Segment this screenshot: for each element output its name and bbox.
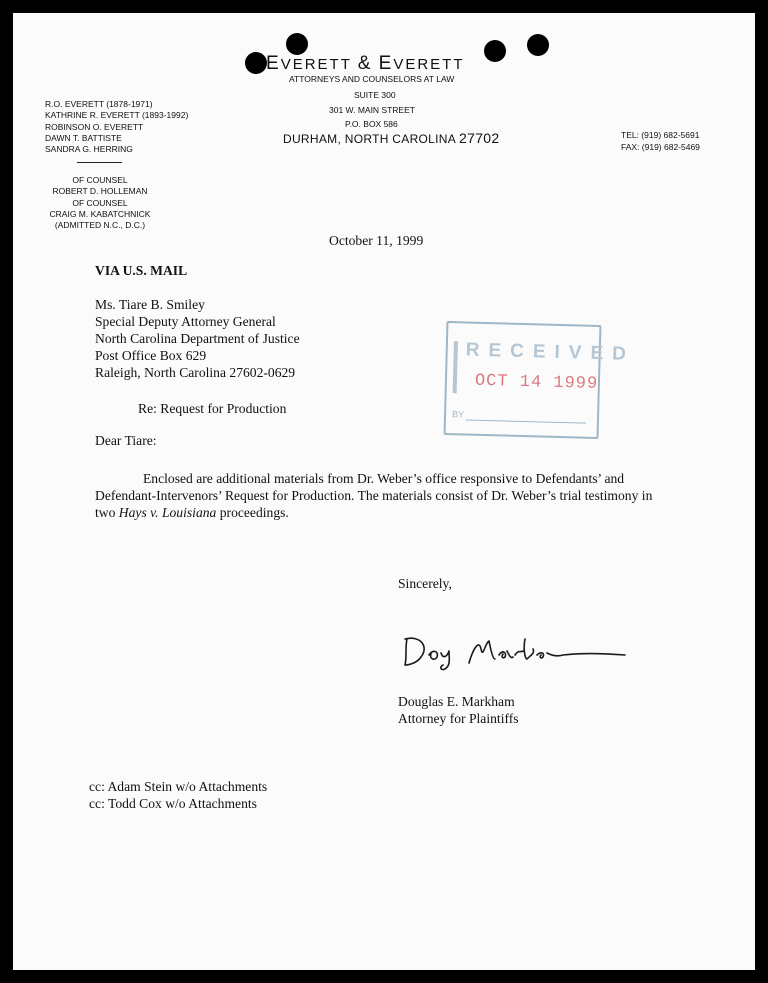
firm-street: 301 W. MAIN STREET bbox=[329, 105, 415, 115]
stamp-label: RECEIVED bbox=[465, 339, 636, 365]
partner-name: DAWN T. BATTISTE bbox=[45, 132, 122, 143]
tel-number: TEL: (919) 682-5691 bbox=[621, 130, 700, 140]
closing: Sincerely, bbox=[398, 576, 452, 591]
partner-name: SANDRA G. HERRING bbox=[45, 144, 133, 155]
subject-line: Re: Request for Production bbox=[138, 401, 287, 416]
cc-list bbox=[89, 778, 267, 812]
delivery-method: VIA U.S. MAIL bbox=[95, 263, 188, 278]
counsel-line: OF COUNSEL bbox=[72, 175, 128, 185]
body-paragraph bbox=[95, 470, 655, 521]
partners-list bbox=[45, 99, 188, 155]
recipient-line: Raleigh, North Carolina 27602-0629 bbox=[95, 365, 296, 380]
partner-name: KATHRINE R. EVERETT (1893-1992) bbox=[45, 110, 189, 121]
firm-name: EVERETT & EVERETT bbox=[266, 53, 465, 74]
signer-block bbox=[398, 693, 519, 727]
recipient-address bbox=[95, 296, 300, 381]
counsel-line: ROBERT D. HOLLEMAN bbox=[52, 186, 148, 197]
counsel-list bbox=[35, 175, 165, 231]
firm-po-box: P.O. BOX 586 bbox=[345, 119, 398, 129]
punch-hole-right bbox=[527, 34, 549, 56]
letter-date: October 11, 1999 bbox=[329, 233, 424, 248]
counsel-line: CRAIG M. KABATCHNICK bbox=[49, 208, 151, 219]
recipient-line: North Carolina Department of Justice bbox=[95, 331, 300, 346]
firm-subtitle: ATTORNEYS AND COUNSELORS AT LAW bbox=[289, 74, 455, 84]
partners-divider bbox=[77, 162, 122, 163]
stamp-date: OCT 14 1999 bbox=[474, 371, 599, 394]
firm-city: DURHAM, NORTH CAROLINA 27702 bbox=[283, 130, 500, 146]
cc-line: cc: Todd Cox w/o Attachments bbox=[89, 796, 257, 811]
recipient-line: Special Deputy Attorney General bbox=[95, 314, 276, 329]
punch-hole-mid bbox=[484, 40, 506, 62]
fax-number: FAX: (919) 682-5469 bbox=[621, 141, 700, 152]
recipient-line: Ms. Tiare B. Smiley bbox=[95, 297, 205, 312]
counsel-line: (ADMITTED N.C., D.C.) bbox=[54, 220, 146, 231]
signer-name: Douglas E. Markham bbox=[398, 694, 515, 709]
punch-hole-top bbox=[286, 33, 308, 55]
body-text: Enclosed are additional materials from Dr. Weber’s office responsive to Defendants’ and Defendant-Intervenors’ Request for Production. The materials consist of Dr. Weber’s trial testimony in two bbox=[95, 471, 653, 520]
partner-name: R.O. EVERETT (1878-1971) bbox=[45, 99, 153, 109]
recipient-line: Post Office Box 629 bbox=[95, 348, 207, 363]
letter-page bbox=[13, 13, 755, 970]
received-stamp bbox=[444, 321, 636, 439]
contact-block bbox=[621, 130, 700, 153]
salutation: Dear Tiare: bbox=[95, 433, 157, 448]
cc-line: cc: Adam Stein w/o Attachments bbox=[89, 779, 268, 794]
body-text-end: proceedings. bbox=[216, 505, 289, 520]
counsel-line: OF COUNSEL bbox=[72, 197, 128, 208]
stamp-by: BY bbox=[451, 409, 465, 420]
signer-title: Attorney for Plaintiffs bbox=[398, 711, 519, 726]
signature-image bbox=[399, 625, 629, 675]
punch-hole-left bbox=[245, 52, 267, 74]
case-name: Hays v. Louisiana bbox=[118, 505, 217, 520]
firm-suite: SUITE 300 bbox=[354, 90, 396, 100]
partner-name: ROBINSON O. EVERETT bbox=[45, 121, 144, 132]
